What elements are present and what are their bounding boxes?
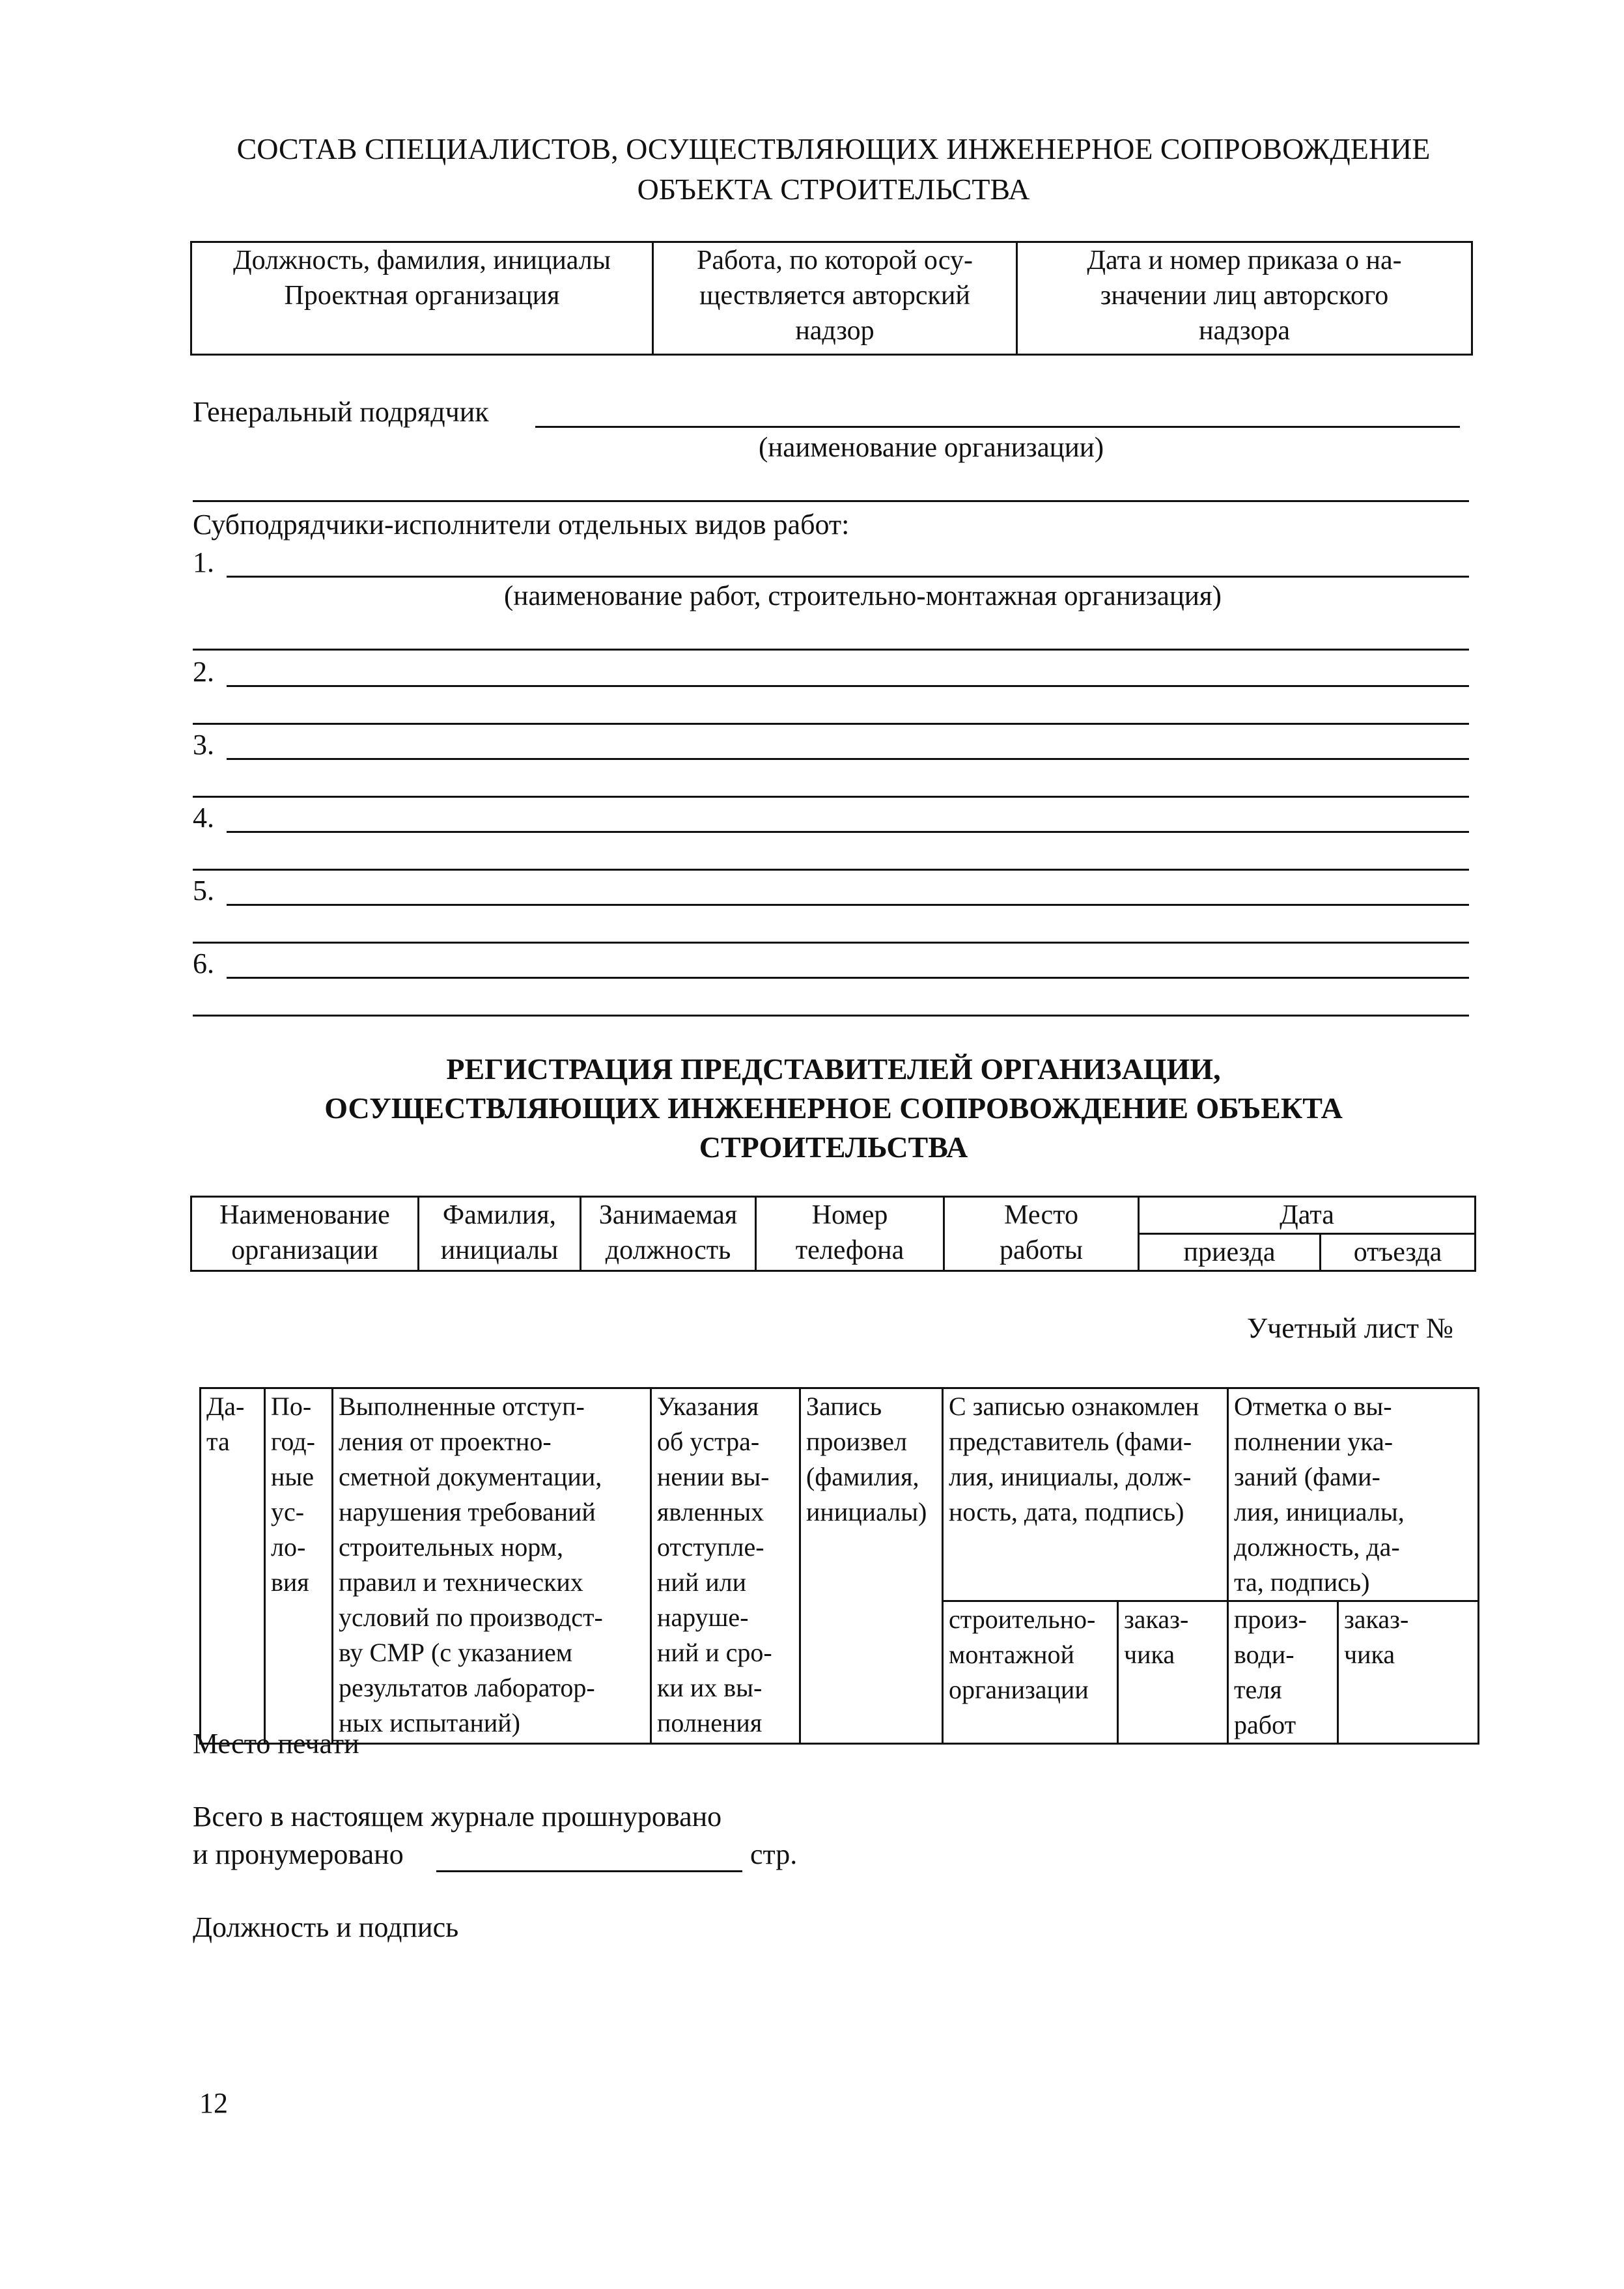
header-text: должность (605, 1235, 731, 1265)
general-contractor-field[interactable] (535, 392, 1460, 428)
header-position (191, 242, 653, 355)
header-arrival: приезда (1139, 1234, 1321, 1271)
cell-line: полнении ука- (1234, 1427, 1393, 1456)
header-date (201, 1388, 265, 1744)
header-customer (1338, 1601, 1479, 1744)
cell-line: лия, инициалы, долж- (949, 1462, 1192, 1491)
cell-line: чика (1344, 1640, 1395, 1669)
header-weather (265, 1388, 333, 1744)
cell-line: лия, инициалы, (1234, 1497, 1405, 1526)
item-number: 3. (193, 729, 214, 761)
header-text: Фамилия, (442, 1200, 557, 1230)
header-text: Проектная организация (284, 281, 560, 311)
item-number: 2. (193, 656, 214, 688)
subcontractor-field-1[interactable] (227, 541, 1469, 578)
subcontractor-field-2[interactable] (227, 650, 1469, 687)
total-pages-field[interactable] (436, 1836, 742, 1872)
cell-line: ления от проектно- (339, 1427, 552, 1456)
cell-line: нарушения требований (339, 1497, 596, 1526)
total-pages-line1: Всего в настоящем журнале прошнуровано (193, 1801, 722, 1833)
cell-line: условий по производст- (339, 1603, 603, 1632)
cell-line: организации (949, 1675, 1089, 1704)
subcontractor-field-6[interactable] (227, 942, 1469, 979)
title-line: СТРОИТЕЛЬСТВА (699, 1130, 968, 1164)
registration-table (190, 1196, 1476, 1272)
general-contractor-field-line2[interactable] (193, 470, 1469, 502)
general-contractor-label: Генеральный подрядчик (193, 396, 489, 428)
cell-line: чика (1124, 1640, 1175, 1669)
account-sheet-label: Учетный лист № (1247, 1312, 1453, 1344)
cell-line: произ- (1234, 1605, 1307, 1634)
subcontractor-field-2-line2[interactable] (193, 692, 1469, 725)
cell-line: ний и сро- (657, 1638, 772, 1667)
item-number: 5. (193, 875, 214, 906)
cell-line: ные (271, 1462, 315, 1491)
cell-line: та, подпись) (1234, 1567, 1370, 1597)
header-text: Работа, по которой осу- (697, 246, 973, 275)
header-acquainted (943, 1388, 1228, 1601)
cell-line: правил и технических (339, 1567, 583, 1597)
cell-line: теля (1234, 1675, 1282, 1704)
cell-line: заказ- (1124, 1605, 1189, 1634)
cell-line: ность, дата, подпись) (949, 1497, 1184, 1526)
header-completion-mark (1228, 1388, 1479, 1601)
cell-line: представитель (фами- (949, 1427, 1192, 1456)
header-workplace (944, 1197, 1139, 1271)
cell-line: работ (1234, 1710, 1296, 1739)
header-work (653, 242, 1017, 355)
title-line: ОБЪЕКТА СТРОИТЕЛЬСТВА (637, 173, 1030, 206)
cell-line: С записью ознакомлен (949, 1392, 1199, 1421)
cell-line: наруше- (657, 1603, 749, 1632)
pages-unit-label: стр. (750, 1838, 798, 1870)
signature-label: Должность и подпись (193, 1911, 459, 1943)
cell-line: заказ- (1344, 1605, 1409, 1634)
cell-line: должность, да- (1234, 1532, 1400, 1562)
subcontractor-field-4[interactable] (227, 796, 1469, 833)
cell-line: ний или (657, 1567, 746, 1597)
subcontractor-field-3-line2[interactable] (193, 765, 1469, 798)
header-customer (1118, 1601, 1228, 1744)
header-departure: отъезда (1321, 1234, 1476, 1271)
header-text: надзора (1199, 316, 1290, 346)
subcontractor-field-6-line2[interactable] (193, 983, 1469, 1017)
header-text: инициалы (440, 1235, 559, 1265)
header-text: ществляется авторский (699, 281, 970, 311)
general-contractor-caption: (наименование организации) (758, 432, 1104, 463)
cell-line: ву СМР (с указанием (339, 1638, 573, 1667)
header-text: надзор (795, 316, 875, 346)
header-deviations (333, 1388, 651, 1744)
section-title-registration (189, 1050, 1478, 1167)
cell-line: инициалы) (806, 1497, 927, 1526)
cell-line: произвел (806, 1427, 907, 1456)
header-construction-org (943, 1601, 1118, 1744)
header-order (1017, 242, 1472, 355)
cell-line: (фамилия, (806, 1462, 919, 1491)
header-contractor (1228, 1601, 1338, 1744)
cell-line: ки их вы- (657, 1673, 763, 1702)
header-text: работы (999, 1235, 1084, 1265)
header-text: организации (231, 1235, 378, 1265)
cell-line: води- (1234, 1640, 1295, 1669)
header-phone (756, 1197, 944, 1271)
subcontractors-label: Субподрядчики-исполнители отдельных видов работ: (193, 509, 850, 541)
header-text: Номер (811, 1200, 888, 1230)
header-text: Занимаемая (598, 1200, 738, 1230)
cell-line: заний (фами- (1234, 1462, 1380, 1491)
cell-line: об устра- (657, 1427, 760, 1456)
cell-line: Да- (206, 1392, 245, 1421)
item-number: 6. (193, 948, 214, 979)
cell-line: год- (271, 1427, 315, 1456)
title-line: СОСТАВ СПЕЦИАЛИСТОВ, ОСУЩЕСТВЛЯЮЩИХ ИНЖЕНЕРНОЕ СОПРОВОЖДЕНИЕ (236, 132, 1431, 165)
stamp-place-label: Место печати (193, 1728, 359, 1760)
cell-line: монтажной (949, 1640, 1074, 1669)
cell-line: Запись (806, 1392, 882, 1421)
cell-line: вия (271, 1567, 309, 1597)
header-text: Дата и номер приказа о на- (1087, 246, 1402, 275)
cell-line: строительных норм, (339, 1532, 563, 1562)
cell-line: та (206, 1427, 230, 1456)
title-line: ОСУЩЕСТВЛЯЮЩИХ ИНЖЕНЕРНОЕ СОПРОВОЖДЕНИЕ ОБЪЕКТА (324, 1091, 1343, 1125)
account-sheet-table (199, 1387, 1479, 1745)
cell-line: ных испытаний) (339, 1708, 520, 1737)
header-text: значении лиц авторского (1100, 281, 1389, 311)
item-number: 4. (193, 802, 214, 834)
subcontractor-caption: (наименование работ, строительно-монтажная организация) (504, 581, 1222, 611)
cell-line: Выполненные отступ- (339, 1392, 585, 1421)
cell-line: полнения (657, 1708, 763, 1737)
subcontractor-field-5-line2[interactable] (193, 910, 1469, 944)
subcontractor-field-1-line2[interactable] (193, 619, 1469, 651)
subcontractor-field-4-line2[interactable] (193, 837, 1469, 871)
header-text: Наименование (219, 1200, 390, 1230)
cell-line: отступле- (657, 1532, 764, 1562)
header-record (800, 1388, 943, 1744)
cell-line: ло- (271, 1532, 306, 1562)
page-number: 12 (199, 2087, 228, 2119)
cell-line: Отметка о вы- (1234, 1392, 1392, 1421)
header-name (419, 1197, 581, 1271)
header-date: Дата (1139, 1197, 1476, 1234)
cell-line: строительно- (949, 1605, 1096, 1634)
header-instructions (651, 1388, 800, 1744)
subcontractor-field-3[interactable] (227, 723, 1469, 760)
total-pages-line2-label: и пронумеровано (193, 1838, 404, 1870)
cell-line: результатов лаборатор- (339, 1673, 595, 1702)
header-text: Место (1004, 1200, 1078, 1230)
cell-line: ус- (271, 1497, 305, 1526)
title-line: РЕГИСТРАЦИЯ ПРЕДСТАВИТЕЛЕЙ ОРГАНИЗАЦИИ, (446, 1052, 1221, 1086)
header-text: Должность, фамилия, инициалы (233, 246, 611, 275)
cell-line: Указания (657, 1392, 759, 1421)
header-position (581, 1197, 756, 1271)
section-title-specialists (189, 129, 1478, 210)
header-organization (191, 1197, 419, 1271)
cell-line: По- (271, 1392, 312, 1421)
cell-line: явленных (657, 1497, 764, 1526)
item-number: 1. (193, 546, 214, 578)
subcontractor-field-5[interactable] (227, 869, 1469, 906)
cell-line: сметной документации, (339, 1462, 602, 1491)
header-text: телефона (795, 1235, 904, 1265)
specialists-table (190, 241, 1473, 356)
cell-line: нении вы- (657, 1462, 770, 1491)
